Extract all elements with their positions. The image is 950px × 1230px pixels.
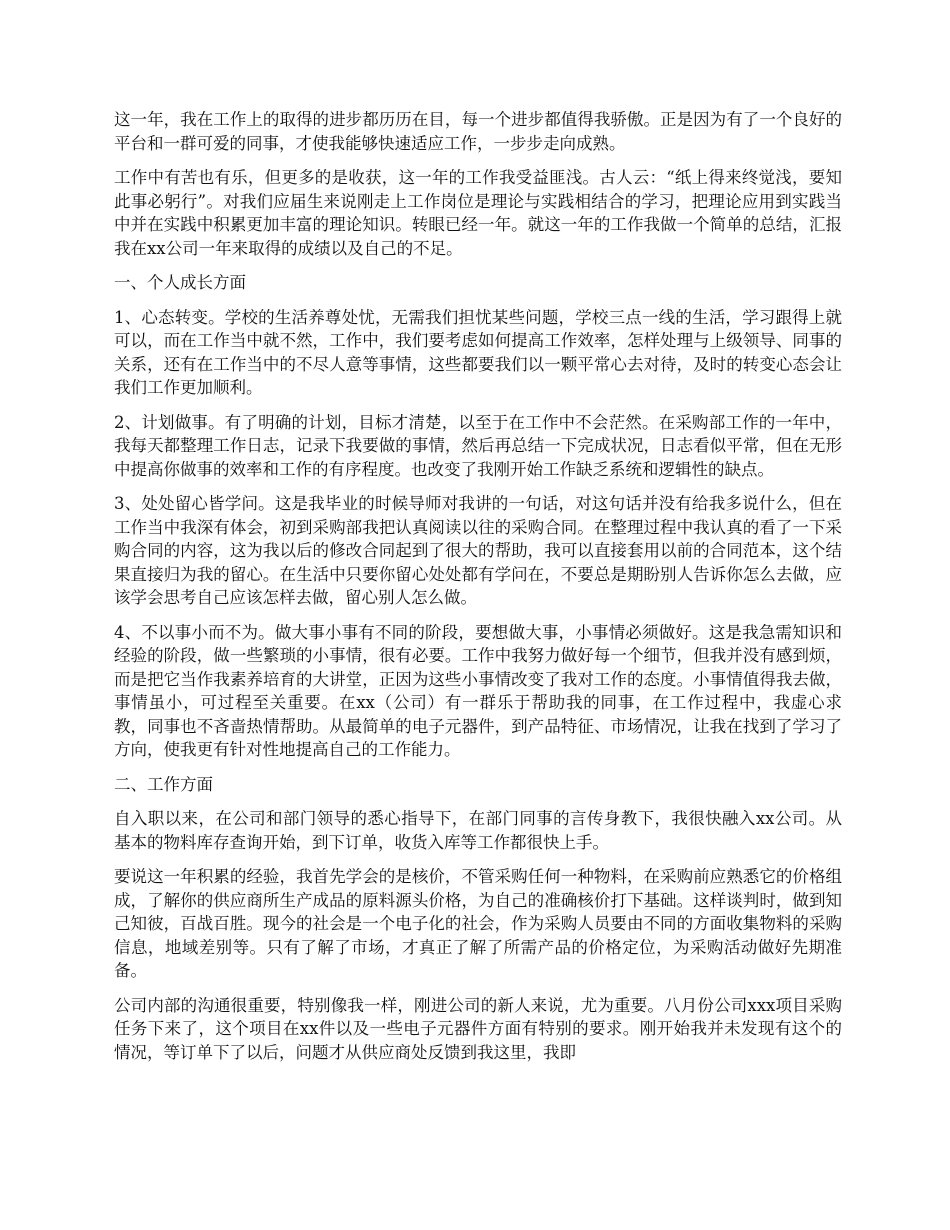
section-heading-work: 二、工作方面 [114,774,213,794]
paragraph-attention: 3、处处留心皆学问。这是我毕业的时候导师对我讲的一句话，对这句话并没有给我多说什么，但在工作当中我深有体会，初到采购部我把认真阅读以往的采购合同。在整理过程中我认真的看了一下采购合同的内容，这为我以后的修改合同起到了很大的帮助，我可以直接套用以前的合同范本，这个结果直接归为我的留心。在生活中只要你留心处处都有学问在，不要总是期盼别人告诉你怎么去做，应该学会思考自己应该怎样去做，留心别人怎么做。 [114,494,842,607]
paragraph-small-things: 4、不以事小而不为。做大事小事有不同的阶段，要想做大事，小事情必须做好。这是我急需知识和经验的阶段，做一些繁琐的小事情，很有必要。工作中我努力做好每一个细节，但我并没有感到烦，而是把它当作我素养培育的大讲堂，正因为这些小事情改变了我对工作的态度。小事情值得我去做，事情虽小，可过程至关重要。在xx（公司）有一群乐于帮助我的同事，在工作过程中，我虚心求教，同事也不吝啬热情帮助。从最简单的电子元器件，到产品特征、市场情况，让我在找到了学习了方向，使我更有针对性地提高自己的工作能力。 [114,622,842,759]
paragraph-planning: 2、计划做事。有了明确的计划，目标才清楚，以至于在工作中不会茫然。在采购部工作的一年中，我每天都整理工作日志，记录下我要做的事情，然后再总结一下完成状况，日志看似平常，但在无形中提高你做事的效率和工作的有序程度。也改变了我刚开始工作缺乏系统和逻辑性的缺点。 [114,412,842,479]
paragraph-pricing: 要说这一年积累的经验，我首先学会的是核价，不管采购任何一种物料，在采购前应熟悉它的价格组成，了解你的供应商所生产成品的原料源头价格，为自己的准确核价打下基础。这样谈判时，做到知己知彼，百战百胜。现今的社会是一个电子化的社会，作为采购人员要由不同的方面收集物料的采购信息，地域差别等。只有了解了市场，才真正了解了所需产品的价格定位，为采购活动做好先期准备。 [114,867,842,980]
paragraph-intro: 这一年，我在工作上的取得的进步都历历在目，每一个进步都值得我骄傲。正是因为有了一个良好的平台和一群可爱的同事，才使我能够快速适应工作，一步步走向成熟。 [114,110,842,153]
document-body [114,108,842,1064]
paragraph-summary: 工作中有苦也有乐，但更多的是收获，这一年的工作我受益匪浅。古人云：“纸上得来终觉浅，要知此事必躬行”。对我们应届生来说刚走上工作岗位是理论与实践相结合的学习，把理论应用到实践当中并在实践中积累更加丰富的理论知识。转眼已经一年。就这一年的工作我做一个简单的总结，汇报我在xx公司一年来取得的成绩以及自己的不足。 [114,168,842,258]
paragraph-communication: 公司内部的沟通很重要，特别像我一样，刚进公司的新人来说，尤为重要。八月份公司xxx项目采购任务下来了，这个项目在xx件以及一些电子元器件方面有特别的要求。刚开始我并未发现有这个的情况，等订单下了以后，问题才从供应商处反馈到我这里，我即 [114,995,842,1062]
paragraph-mindset: 1、心态转变。学校的生活养尊处忧，无需我们担忧某些问题，学校三点一线的生活，学习跟得上就可以，而在工作当中就不然，工作中，我们要考虑如何提高工作效率，怎样处理与上级领导、同事的关系，还有在工作当中的不尽人意等事情，这些都要我们以一颗平常心去对待，及时的转变心态会让我们工作更加顺利。 [114,307,842,397]
section-heading-personal-growth: 一、个人成长方面 [114,273,246,292]
paragraph-onboarding: 自入职以来，在公司和部门领导的悉心指导下，在部门同事的言传身教下，我很快融入xx公司。从基本的物料库存查询开始，到下订单，收货入库等工作都很快上手。 [114,809,842,852]
